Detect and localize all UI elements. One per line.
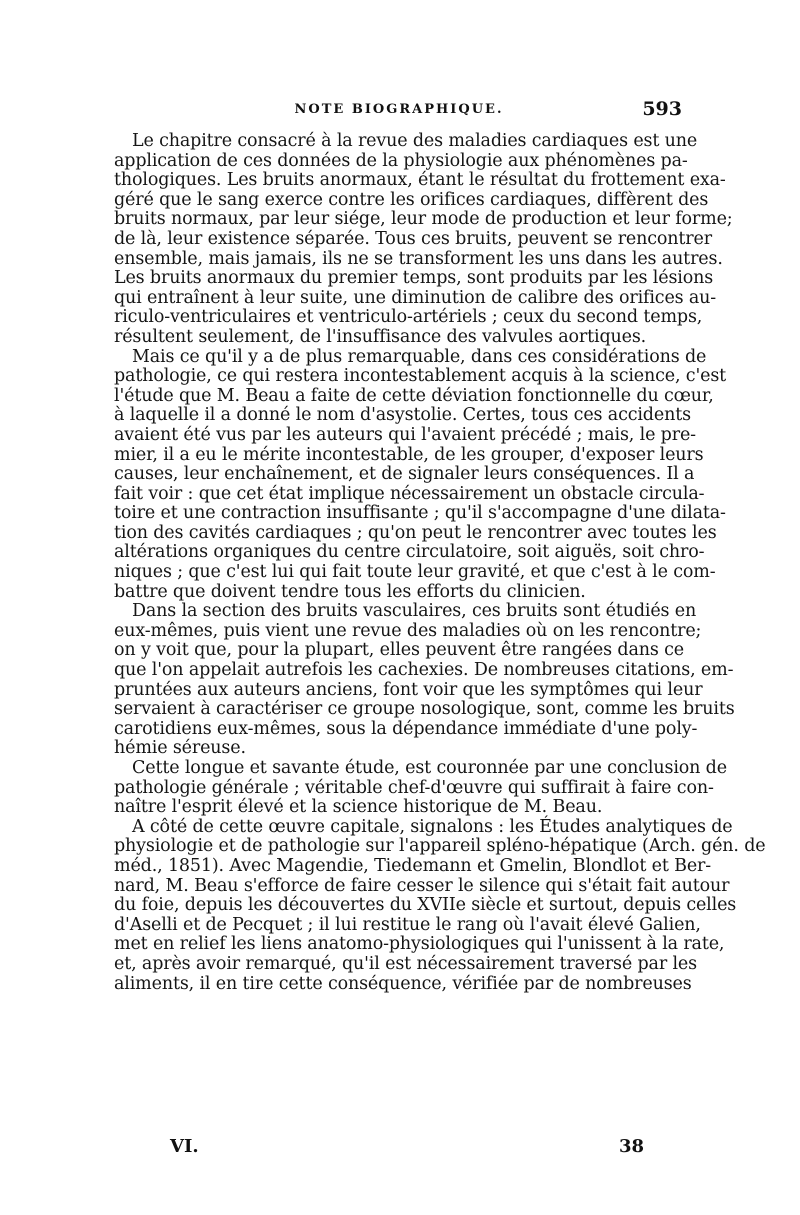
- text-line: d'Aselli et de Pecquet ; il lui restitue le rang où l'avait élevé Galien,: [114, 914, 701, 935]
- running-title: NOTE BIOGRAPHIQUE.: [294, 102, 504, 117]
- body-text: [114, 131, 766, 994]
- text-line: et, après avoir remarqué, qu'il est nécessairement traversé par les: [114, 953, 697, 974]
- text-line: application de ces données de la physiologie aux phénomènes pa-: [114, 150, 688, 171]
- text-line: l'étude que M. Beau a faite de cette déviation fonctionnelle du cœur,: [114, 385, 714, 406]
- signature-mark: VI.: [170, 1136, 199, 1157]
- text-line: que l'on appelait autrefois les cachexies. De nombreuses citations, em-: [114, 660, 734, 681]
- text-line: Mais ce qu'il y a de plus remarquable, dans ces considérations de: [132, 346, 707, 367]
- text-line: pruntées aux auteurs anciens, font voir que les symptômes qui leur: [114, 679, 703, 700]
- text-line: nard, M. Beau s'efforce de faire cesser le silence qui s'était fait autour: [114, 875, 730, 896]
- text-line: toire et une contraction insuffisante ; qu'il s'accompagne d'une dilata-: [114, 503, 726, 524]
- text-line: géré que le sang exerce contre les orifices cardiaques, diffèrent des: [114, 189, 709, 210]
- text-line: physiologie et de pathologie sur l'appareil spléno-hépatique (Arch. gén. de: [114, 836, 766, 857]
- sheet-number: 38: [618, 1136, 644, 1157]
- text-line: Le chapitre consacré à la revue des maladies cardiaques est une: [132, 131, 698, 151]
- text-line: servaient à caractériser ce groupe nosologique, sont, comme les bruits: [114, 699, 735, 720]
- text-line: pathologie générale ; véritable chef-d'œuvre qui suffirait à faire con-: [114, 777, 714, 798]
- text-line: méd., 1851). Avec Magendie, Tiedemann et Gmelin, Blondlot et Ber-: [114, 855, 712, 876]
- text-line: altérations organiques du centre circulatoire, soit aiguës, soit chro-: [114, 542, 705, 563]
- text-line: Dans la section des bruits vasculaires, ces bruits sont étudiés en: [132, 601, 697, 622]
- text-line: Les bruits anormaux du premier temps, sont produits par les lésions: [114, 268, 714, 289]
- text-line: on y voit que, pour la plupart, elles peuvent être rangées dans ce: [114, 640, 684, 661]
- page-footer: [114, 1136, 684, 1160]
- text-line: met en relief les liens anatomo-physiologiques qui l'unissent à la rate,: [114, 934, 725, 955]
- text-line: battre que doivent tendre tous les efforts du clinicien.: [114, 581, 586, 602]
- text-line: tion des cavités cardiaques ; qu'on peut le rencontrer avec toutes les: [114, 522, 717, 543]
- text-line: carotidiens eux-mêmes, sous la dépendance immédiate d'une poly-: [114, 718, 698, 739]
- text-line: riculo-ventriculaires et ventriculo-artériels ; ceux du second temps,: [114, 307, 703, 328]
- text-line: avaient été vus par les auteurs qui l'avaient précédé ; mais, le pre-: [114, 424, 696, 445]
- running-header: [114, 98, 684, 122]
- text-line: niques ; que c'est lui qui fait toute leur gravité, et que c'est à le com-: [114, 562, 716, 583]
- text-line: résultent seulement, de l'insuffisance des valvules aortiques.: [114, 326, 647, 347]
- text-line: naître l'esprit élevé et la science historique de M. Beau.: [114, 797, 603, 818]
- text-line: eux-mêmes, puis vient une revue des maladies où on les rencontre;: [114, 620, 702, 641]
- text-line: ensemble, mais jamais, ils ne se transforment les uns dans les autres.: [114, 248, 723, 269]
- text-line: à laquelle il a donné le nom d'asystolie. Certes, tous ces accidents: [114, 405, 691, 426]
- text-line: qui entraînent à leur suite, une diminution de calibre des orifices au-: [114, 287, 717, 308]
- text-line: pathologie, ce qui restera incontestablement acquis à la science, c'est: [114, 366, 727, 387]
- text-line: fait voir : que cet état implique nécessairement un obstacle circula-: [114, 483, 705, 504]
- text-line: Cette longue et savante étude, est couronnée par une conclusion de: [132, 758, 727, 778]
- text-line: du foie, depuis les découvertes du XVIIe siècle et surtout, depuis celles: [114, 895, 737, 916]
- text-line: causes, leur enchaînement, et de signaler leurs conséquences. Il a: [114, 464, 695, 485]
- text-line: A côté de cette œuvre capitale, signalons : les Études analytiques de: [132, 816, 733, 837]
- text-line: de là, leur existence séparée. Tous ces bruits, peuvent se rencontrer: [114, 228, 712, 249]
- text-line: bruits normaux, par leur siége, leur mode de production et leur forme;: [114, 209, 733, 230]
- text-line: mier, il a eu le mérite incontestable, de les grouper, d'exposer leurs: [114, 444, 704, 465]
- text-line: thologiques. Les bruits anormaux, étant le résultat du frottement exa-: [114, 170, 726, 191]
- page-number: 593: [642, 98, 682, 120]
- text-line: aliments, il en tire cette conséquence, vérifiée par de nombreuses: [114, 973, 692, 994]
- text-line: hémie séreuse.: [114, 738, 246, 759]
